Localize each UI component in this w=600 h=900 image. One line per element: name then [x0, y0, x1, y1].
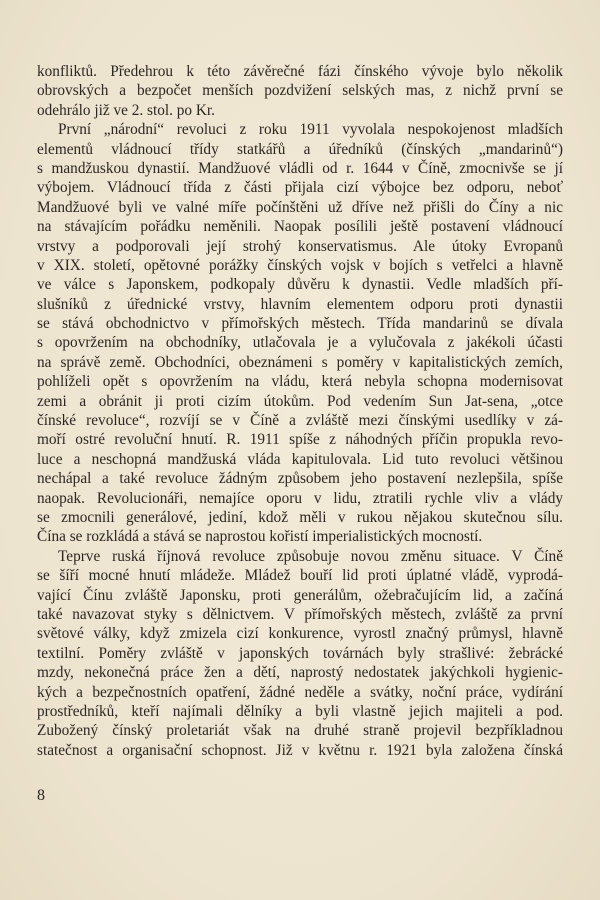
text-line: v XIX. století, opětovné porážky čínských vojsk v bojích s vetřelci a hlavně	[37, 256, 563, 274]
text-line: textilní. Poměry zvláště v japonských továrnách byly strašlivé: žebrácké	[37, 644, 563, 662]
text-line: luce a neschopná mandžuská vláda kapitulovala. Lid tuto revoluci většinou	[37, 450, 563, 468]
text-line: výbojem. Vládnoucí třída z části přijala cizí výbojce bez odporu, neboť	[37, 179, 563, 197]
text-line: se šíří mocné hnutí mládeže. Mládež bouří lid proti úplatné vládě, vyprodá-	[37, 567, 563, 585]
text-line: První „národní“ revoluci z roku 1911 vyvolala nespokojenost mladších	[58, 121, 563, 139]
text-line: obrovských a bezpočet menších pozdvižení selských mas, z nichž první se	[37, 82, 563, 100]
text-line: vrstvy a podporovali její strohý konservatismus. Ale útoky Evropanů	[37, 237, 563, 255]
text-line: naopak. Revolucionáři, nemajíce oporu v lidu, ztratili rychle vliv a vlády	[37, 489, 563, 507]
text-line: statečnost a organisační schopnost. Již v květnu r. 1921 byla založena čínská	[37, 741, 563, 759]
text-line: zemi a obránit ji proti cizím útokům. Pod vedením Sun Jat-sena, „otce	[37, 392, 563, 410]
text-line: čínské revoluce“, rozvíjí se v Číně a zvláště mezi čínskými usedlíky v zá-	[37, 412, 563, 430]
text-line: kých a bezpečnostních opatření, žádné neděle a svátky, noční práce, vydírání	[37, 683, 563, 701]
text-line: Zubožený čínský proletariát však na druhé straně projevil bezpříkladnou	[37, 722, 563, 740]
text-line: odehrálo již ve 2. stol. po Kr.	[37, 101, 216, 119]
text-line: Teprve ruská říjnová revoluce způsobuje novou změnu situace. V Číně	[58, 547, 563, 565]
text-line: pohlíželi opět s opovržením na vládu, která nebyla schopna modernisovat	[37, 373, 563, 391]
body-text	[37, 62, 563, 760]
text-line: s mandžuskou dynastií. Mandžuové vládli od r. 1644 v Číně, zmocnivše se jí	[37, 159, 563, 177]
text-line: moří ostré revoluční hnutí. R. 1911 spíše z náhodných příčin propukla revo-	[37, 431, 563, 449]
text-line: konfliktů. Předehrou k této závěrečné fázi čínského vývoje bylo několik	[37, 63, 563, 80]
text-line: mzdy, nekonečná práce žen a dětí, naprostý nedostatek jakýchkoli hygienic-	[37, 664, 563, 682]
text-line: s opovržením na obchodníky, utlačovala je a vylučovala z jakékoli účasti	[37, 334, 563, 352]
text-line: se zmocnili generálové, jediní, kdož měli v rukou nějakou skutečnou sílu.	[37, 508, 563, 526]
text-line: se stává obchodnictvo v přímořských městech. Třída mandarinů se dívala	[37, 315, 563, 333]
text-line: nechápal a také revoluce žádným způsobem jeho postavení nezlepšila, spíše	[37, 470, 563, 488]
text-line: ve válce s Japonskem, podkopaly důvěru k dynastii. Vedle mladších pří-	[37, 276, 563, 294]
text-line: na stávajícím pořádku neměnili. Naopak posílili ještě postavení vládnoucí	[37, 218, 563, 236]
text-line: na správě země. Obchodníci, obeznámeni s poměry v kapitalistických zemích,	[37, 353, 563, 371]
text-line: slušníků z úřednické vrstvy, hlavním elementem odporu proti dynastii	[37, 295, 563, 313]
text-line: vající Čínu zvláště Japonsku, proti generálům, ožebračujícím lid, a začíná	[37, 586, 563, 604]
text-line: také navazovat styky s dělnictvem. V přímořských městech, zvláště za první	[37, 605, 563, 623]
text-line: světové války, když zmizela cizí konkurence, vyrostl značný průmysl, hlavně	[37, 625, 563, 643]
page-number: 8	[37, 787, 45, 804]
text-line: elementů vládnoucí třídy statkářů a úředníků (čínských „mandarinů“)	[37, 140, 563, 158]
text-line: Mandžuové byli ve valné míře počínštěni už dříve než přišli do Číny a nic	[37, 198, 563, 216]
text-line: prostředníků, kteří najímali dělníky a byli vlastně jejich majiteli a pod.	[37, 702, 563, 720]
text-line: Čína se rozkládá a stává se naprostou kořistí imperialistických mocností.	[37, 528, 483, 546]
